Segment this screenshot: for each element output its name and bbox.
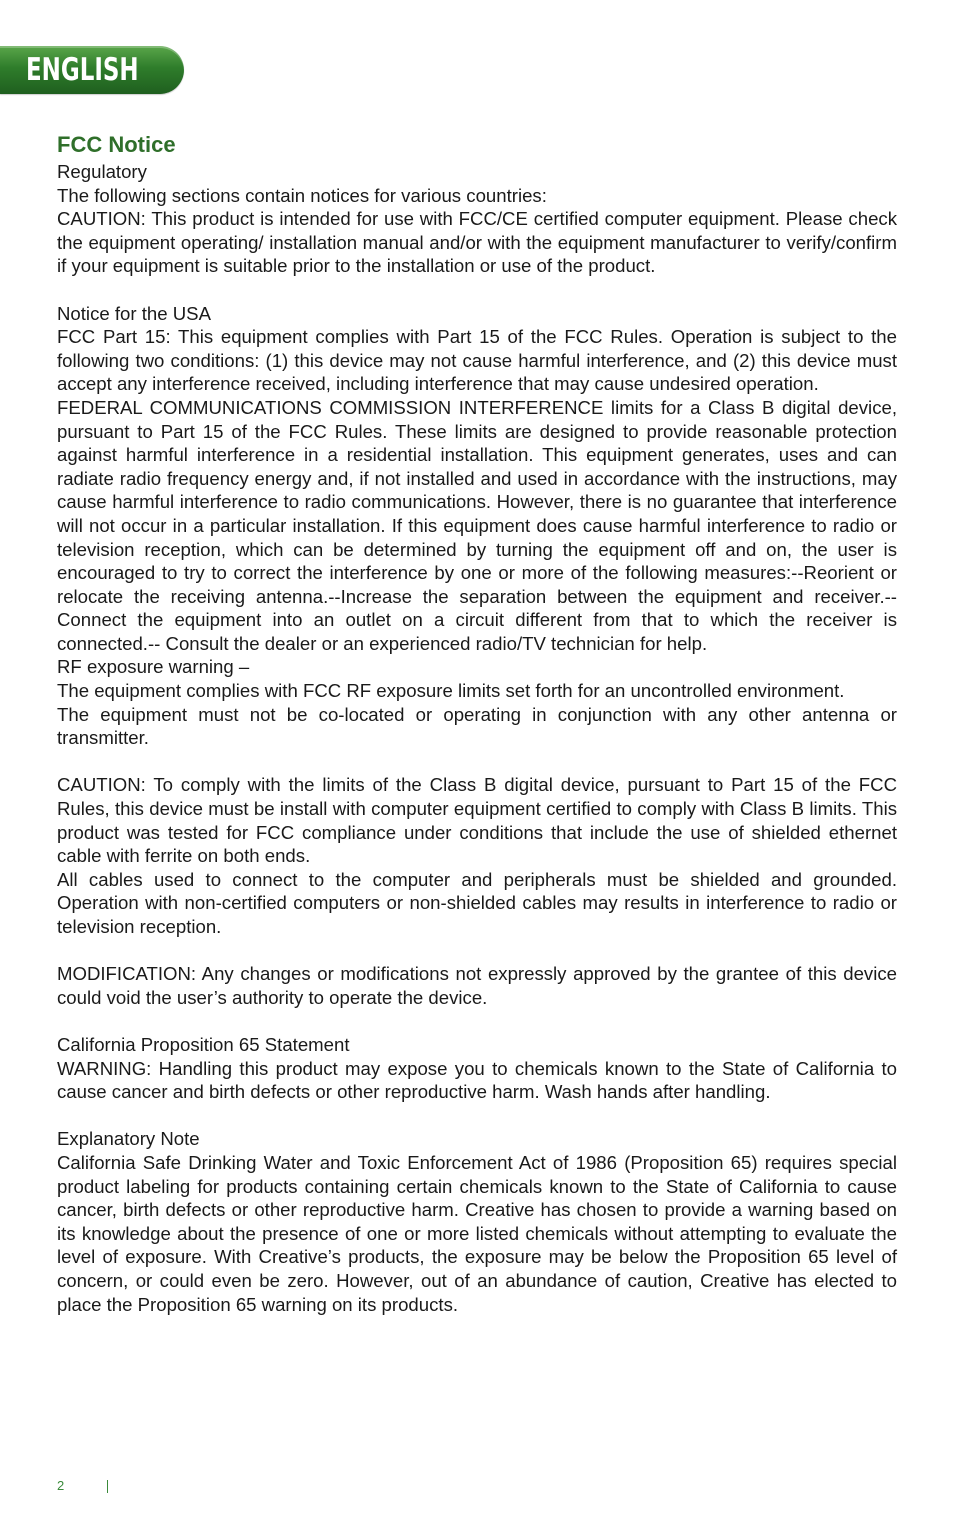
paragraph-shielded-cables: All cables used to connect to the computer and peripherals must be shielded and grounded. Operation with non-certified computers or non-shielded cables may results in interference to radio or television reception. — [57, 868, 897, 937]
language-tab-label: ENGLISH — [26, 52, 139, 88]
paragraph-prop65-heading: California Proposition 65 Statement — [57, 1033, 350, 1055]
language-tab — [0, 46, 184, 94]
paragraph-modification: MODIFICATION: Any changes or modifications not expressly approved by the grantee of this device could void the user’s authority to operate the device. — [57, 963, 897, 1008]
paragraph-explanatory-note: California Safe Drinking Water and Toxic Enforcement Act of 1986 (Proposition 65) requires special product labeling for products containing certain chemicals known to the State of California to cause cancer, birth defects or other reproductive harm. Creative has chosen to provide a warning based on its knowledge about the presence of one or more listed chemicals without attempting to evaluate the level of exposure. With Creative’s products, the exposure may be below the Proposition 65 level of concern, or could even be zero. However, out of an abundance of caution, Creative has elected to place the Proposition 65 warning on its products. — [57, 1151, 897, 1315]
paragraph-rf-warning-heading: RF exposure warning – — [57, 656, 250, 678]
paragraph-caution-class-b: CAUTION: To comply with the limits of the Class B digital device, pursuant to Part 15 of the FCC Rules, this device must be install with computer equipment certified to comply with Class B limits. This product was tested for FCC compliance under conditions that include the use of shielded ethernet cable with ferrite on both ends. — [57, 774, 897, 867]
paragraph-colocation: The equipment must not be co-located or operating in conjunction with any other antenna or transmitter. — [57, 703, 897, 749]
paragraph-caution-certified: CAUTION: This product is intended for use with FCC/CE certified computer equipment. Please check the equipment operating/ installation manual and/or with the equipment manufacturer to verify/confirm if your equipment is suitable prior to the installation or use of the product. — [57, 208, 897, 277]
paragraph-countries-intro: The following sections contain notices for various countries: — [57, 184, 547, 206]
document-body — [57, 131, 897, 1316]
page-number: 2 — [57, 1478, 65, 1493]
paragraph-fcc-interference: FEDERAL COMMUNICATIONS COMMISSION INTERFERENCE limits for a Class B digital device, pursuant to Part 15 of the FCC Rules. These limits are designed to provide reasonable protection against harmful interference in a residential installation. This equipment generates, uses and can radiate radio frequency energy and, if not installed and used in accordance with the instructions, may cause harmful interference to radio communications. However, there is no guarantee that interference will not occur in a particular installation. If this equipment does cause harmful interference to radio or television reception, which can be determined by turning the equipment off and on, the user is encouraged to try to correct the interference by one or more of the following measures:--Reorient or relocate the receiving antenna.--Increase the separation between the equipment and receiver.-- Connect the equipment into an outlet on a circuit different from that to which the receiver is connected.-- Consult the dealer or an experienced radio/TV technician for help. — [57, 396, 897, 654]
footer-divider — [107, 1480, 108, 1493]
section-title: FCC Notice — [57, 132, 176, 157]
paragraph-regulatory: Regulatory — [57, 161, 147, 182]
paragraph-notice-usa: Notice for the USA — [57, 302, 211, 324]
paragraph-rf-exposure: The equipment complies with FCC RF exposure limits set forth for an uncontrolled environment. — [57, 680, 845, 702]
paragraph-explanatory-heading: Explanatory Note — [57, 1128, 200, 1150]
paragraph-prop65-warning: WARNING: Handling this product may expose you to chemicals known to the State of California to cause cancer and birth defects or other reproductive harm. Wash hands after handling. — [57, 1057, 897, 1103]
paragraph-fcc-part15: FCC Part 15: This equipment complies with Part 15 of the FCC Rules. Operation is subject to the following two conditions: (1) this device may not cause harmful interference, and (2) this device must accept any interference received, including interference that may cause undesired operation. — [57, 326, 897, 395]
